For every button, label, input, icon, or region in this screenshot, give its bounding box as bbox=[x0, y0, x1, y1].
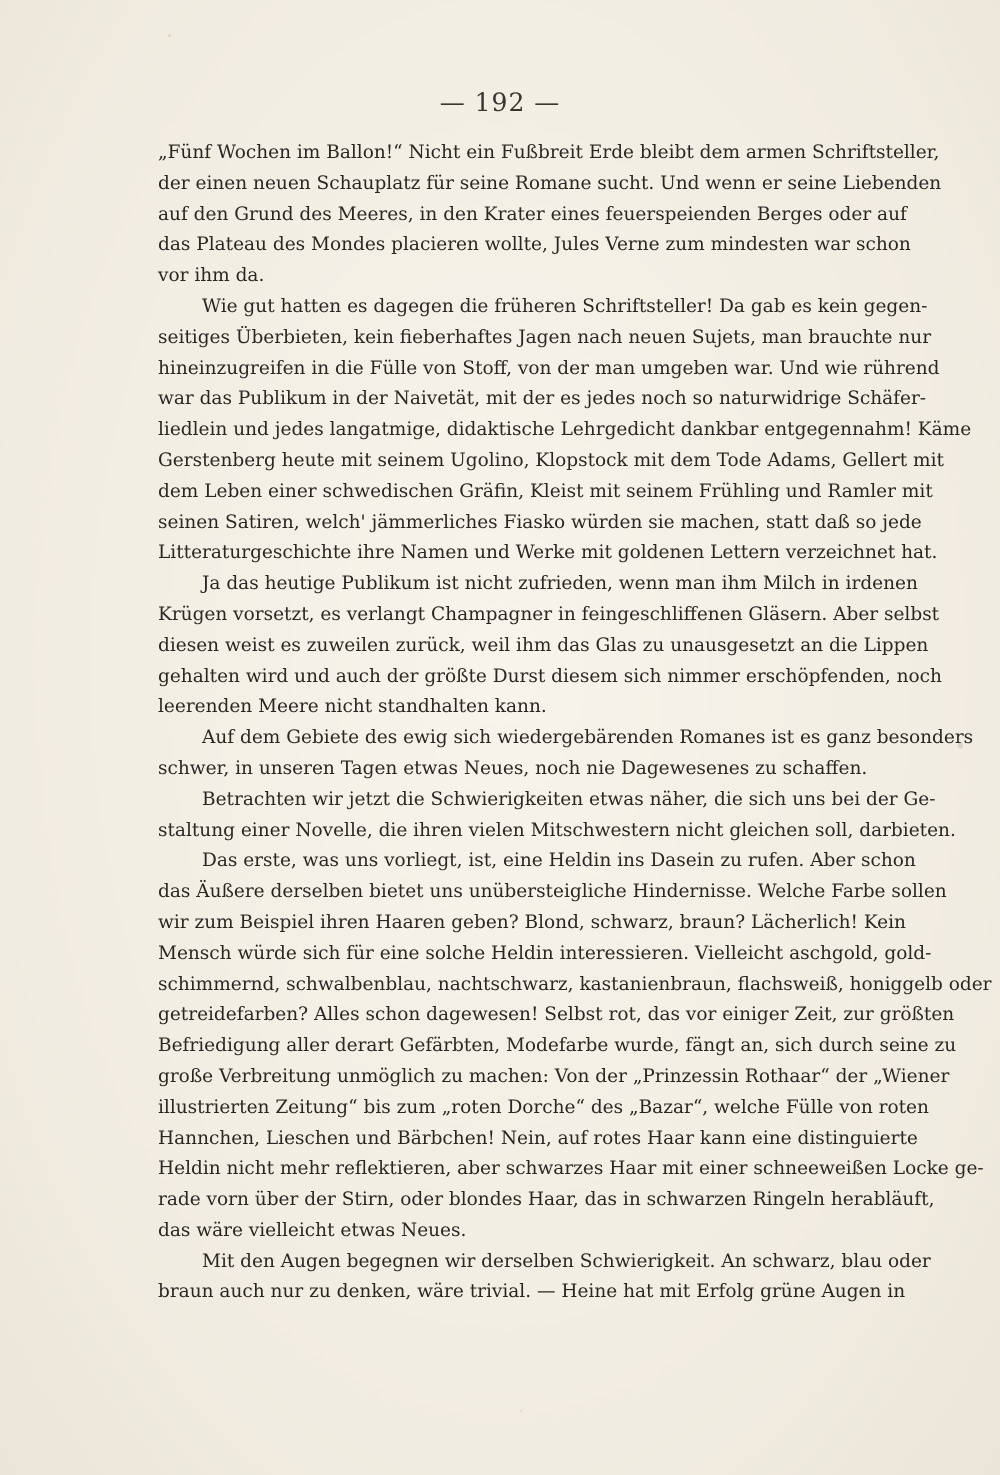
text-line: das Äußere derselben bietet uns unübersteigliche Hindernisse. Welche Farbe sollen bbox=[158, 881, 947, 903]
text-line: staltung einer Novelle, die ihren vielen Mitschwestern nicht gleichen soll, darbieten. bbox=[158, 819, 956, 841]
text-line: große Verbreitung unmöglich zu machen: Von der „Prinzessin Rothaar“ der „Wiener bbox=[158, 1065, 950, 1087]
text-line: hineinzugreifen in die Fülle von Stoff, von der man umgeben war. Und wie rührend bbox=[158, 357, 940, 379]
text-line: Krügen vorsetzt, es verlangt Champagner in feingeschliffenen Gläsern. Aber selbst bbox=[158, 603, 940, 625]
text-line: Litteraturgeschichte ihre Namen und Werke mit goldenen Lettern verzeichnet hat. bbox=[158, 542, 938, 564]
text-line: Gerstenberg heute mit seinem Ugolino, Klopstock mit dem Tode Adams, Gellert mit bbox=[158, 449, 944, 471]
text-line: seinen Satiren, welch' jämmerliches Fiasko würden sie machen, statt daß so jede bbox=[158, 511, 922, 533]
text-line: gehalten wird und auch der größte Durst diesem sich nimmer erschöpfenden, noch bbox=[158, 665, 942, 687]
text-line: liedlein und jedes langatmige, didaktische Lehrgedicht dankbar entgegennahm! Käme bbox=[158, 419, 972, 441]
text-line: seitiges Überbieten, kein fieberhaftes Jagen nach neuen Sujets, man brauchte nur bbox=[158, 326, 932, 348]
paper-speck bbox=[168, 34, 171, 37]
text-line: getreidefarben? Alles schon dagewesen! Selbst rot, das vor einiger Zeit, zur größten bbox=[158, 1004, 955, 1026]
text-line: „Fünf Wochen im Ballon!“ Nicht ein Fußbreit Erde bleibt dem armen Schriftsteller, bbox=[158, 142, 940, 163]
text-line: Heldin nicht mehr reflektieren, aber schwarzes Haar mit einer schneeweißen Locke ge- bbox=[158, 1158, 984, 1180]
text-line: dem Leben einer schwedischen Gräfin, Kleist mit seinem Frühling und Ramler mit bbox=[158, 480, 933, 502]
text-line: auf den Grund des Meeres, in den Krater eines feuerspeienden Berges oder auf bbox=[158, 203, 907, 225]
body-text bbox=[158, 138, 992, 1308]
text-line: Das erste, was uns vorliegt, ist, eine Heldin ins Dasein zu rufen. Aber schon bbox=[202, 850, 916, 872]
text-line: Befriedigung aller derart Gefärbten, Modefarbe wurde, fängt an, sich durch seine zu bbox=[158, 1035, 957, 1057]
text-line: Mit den Augen begegnen wir derselben Schwierigkeit. An schwarz, blau oder bbox=[202, 1250, 931, 1272]
text-line: Betrachten wir jetzt die Schwierigkeiten etwas näher, die sich uns bei der Ge- bbox=[202, 788, 936, 810]
text-line: illustrierten Zeitung“ bis zum „roten Dorche“ des „Bazar“, welche Fülle von roten bbox=[158, 1096, 929, 1118]
text-line: vor ihm da. bbox=[158, 265, 265, 287]
text-line: Ja das heutige Publikum ist nicht zufrieden, wenn man ihm Milch in irdenen bbox=[202, 573, 918, 595]
text-line: braun auch nur zu denken, wäre trivial. — Heine hat mit Erfolg grüne Augen in bbox=[158, 1281, 906, 1303]
text-line: das Plateau des Mondes placieren wollte, Jules Verne zum mindesten war schon bbox=[158, 234, 911, 256]
text-line: schimmernd, schwalbenblau, nachtschwarz, kastanienbraun, flachsweiß, honiggelb oder bbox=[158, 973, 992, 995]
page-number: — 192 — bbox=[439, 88, 561, 117]
text-line: Wie gut hatten es dagegen die früheren Schriftsteller! Da gab es kein gegen- bbox=[202, 295, 928, 317]
text-line: Mensch würde sich für eine solche Heldin interessieren. Vielleicht aschgold, gold- bbox=[158, 942, 932, 964]
text-line: leerenden Meere nicht standhalten kann. bbox=[158, 696, 547, 718]
text-line: diesen weist es zuweilen zurück, weil ihm das Glas zu unausgesetzt an die Lippen bbox=[158, 634, 929, 656]
text-line: das wäre vielleicht etwas Neues. bbox=[158, 1219, 467, 1241]
text-line: der einen neuen Schauplatz für seine Romane sucht. Und wenn er seine Liebenden bbox=[158, 172, 942, 194]
text-line: schwer, in unseren Tagen etwas Neues, noch nie Dagewesenes zu schaffen. bbox=[158, 757, 868, 779]
text-line: Hannchen, Lieschen und Bärbchen! Nein, auf rotes Haar kann eine distinguierte bbox=[158, 1127, 918, 1149]
paper-speck bbox=[958, 742, 963, 749]
paper-speck bbox=[520, 1410, 522, 1412]
text-line: wir zum Beispiel ihren Haaren geben? Blond, schwarz, braun? Lächerlich! Kein bbox=[158, 911, 906, 933]
text-line: war das Publikum in der Naivetät, mit der es jedes noch so naturwidrige Schäfer- bbox=[158, 388, 927, 410]
text-line: Auf dem Gebiete des ewig sich wiedergebärenden Romanes ist es ganz besonders bbox=[202, 727, 974, 749]
text-line: rade vorn über der Stirn, oder blondes Haar, das in schwarzen Ringeln herabläuft, bbox=[158, 1189, 935, 1211]
